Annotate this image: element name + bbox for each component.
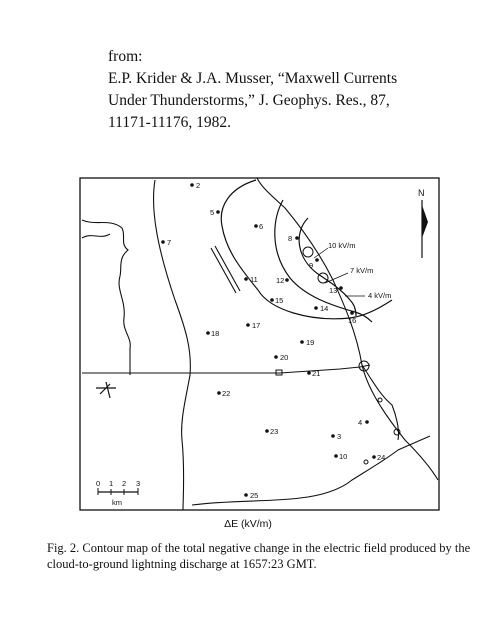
station-label: 25 <box>250 491 259 500</box>
contour-line <box>221 180 392 319</box>
station-label: 5 <box>210 208 215 217</box>
contour-label: 7 kV/m <box>350 266 374 275</box>
north-arrow-icon <box>418 188 428 258</box>
scale-tick-label: 2 <box>122 479 127 488</box>
scale-tick-label: 0 <box>96 479 101 488</box>
road-line <box>154 180 191 510</box>
station-label: 20 <box>280 353 289 362</box>
station-label: 12 <box>276 276 285 285</box>
station-label: 21 <box>312 369 321 378</box>
station-label: 17 <box>252 321 261 330</box>
station-label: 14 <box>320 304 329 313</box>
boundary-line <box>82 234 110 238</box>
field-change-label: ΔE (kV/m) <box>224 518 272 530</box>
scale-bar <box>96 479 140 507</box>
road-line <box>82 365 370 373</box>
station-label: 7 <box>167 238 172 247</box>
figure-caption: Fig. 2. Contour map of the total negative change in the electric field produced by the cloud-to-ground lightning discharge at 1657:23 GMT. <box>47 541 471 571</box>
runway-line <box>215 246 240 291</box>
contour-label: 10 kV/m <box>328 241 356 250</box>
contour-label: 4 kV/m <box>368 291 392 300</box>
reference-line: from: <box>108 48 143 65</box>
station-label: 8 <box>288 234 293 243</box>
station-label: 9 <box>309 261 314 270</box>
north-label: N <box>418 188 425 198</box>
station-label: 16 <box>348 316 357 325</box>
reference-line: 11171-11176, 1982. <box>108 114 231 131</box>
station-label: 24 <box>377 453 386 462</box>
station-label: 3 <box>337 432 342 441</box>
scale-unit-label: km <box>112 498 122 507</box>
scale-tick-label: 3 <box>136 479 141 488</box>
station-label: 2 <box>196 181 201 190</box>
station-label: 22 <box>222 389 231 398</box>
open-site-marker <box>303 247 313 257</box>
reference-line: E.P. Krider & J.A. Musser, “Maxwell Currents <box>108 70 398 87</box>
open-site-marker <box>364 460 368 464</box>
contour-line <box>299 218 356 316</box>
boundary-line <box>192 436 430 505</box>
station-label: 18 <box>211 329 220 338</box>
direction-arrow-icon <box>96 382 116 398</box>
station-label: 23 <box>270 427 279 436</box>
station-label: 10 <box>339 452 348 461</box>
open-site-marker <box>378 398 382 402</box>
boundary-line <box>362 365 399 440</box>
scale-tick-label: 1 <box>109 479 114 488</box>
station-label: 15 <box>275 296 284 305</box>
boundary-line <box>82 220 130 375</box>
reference-line: Under Thunderstorms,” J. Geophys. Res., 87, <box>108 92 390 109</box>
station-label: 6 <box>259 222 264 231</box>
station-label: 11 <box>250 275 258 284</box>
road-line <box>257 178 438 480</box>
station-label: 19 <box>306 338 315 347</box>
station-label: 4 <box>358 418 363 427</box>
station-label: 13 <box>329 286 338 295</box>
